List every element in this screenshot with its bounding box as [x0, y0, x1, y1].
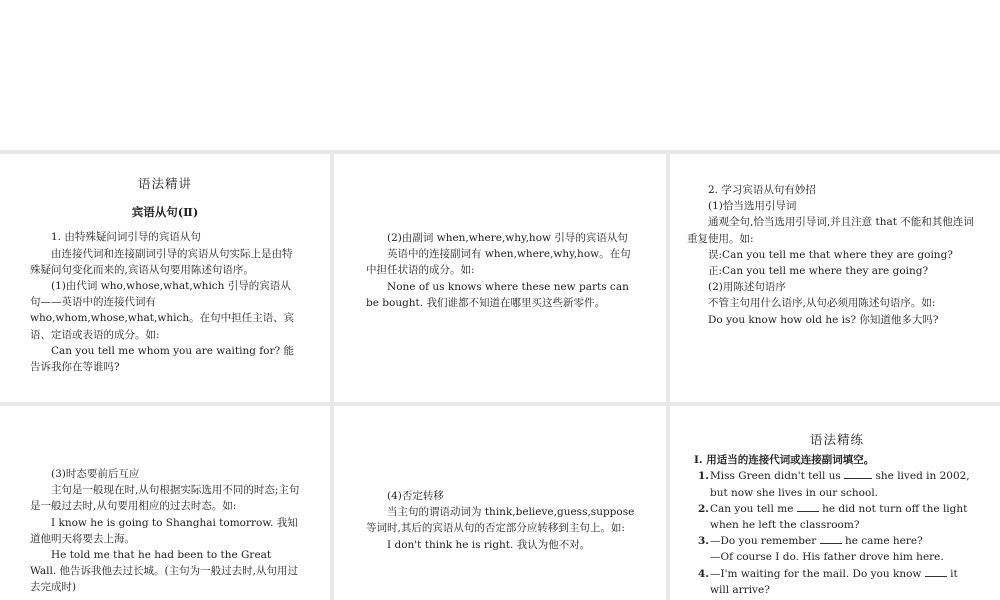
sub-heading: (4)否定转移: [387, 490, 444, 502]
paragraph: 主句是一般现在时,从句根据实际选用不同的时态;主句是一般过去时,从句要用相应的过去时态。如:: [30, 484, 300, 513]
example-sentence: He told me that he had been to the Great Wall. 他告诉我他去过长城。(主句为一般过去时,从句用过去完成时): [30, 549, 298, 594]
slide-grammar-explanation-1[interactable]: [0, 154, 330, 402]
slide-grammar-explanation-4[interactable]: [0, 406, 330, 600]
point-heading: 2. 学习宾语从句有妙招: [708, 184, 816, 196]
question-number: 4.: [698, 567, 709, 580]
sub-heading: (1)恰当选用引导词: [708, 200, 797, 213]
sub-heading: (2)由副词 when,where,why,how 引导的宾语从句: [387, 232, 628, 244]
paragraph: 英语中的连接副词有 when,where,why,how。在句中担任状语的成分。如:: [366, 248, 631, 277]
answer-blank[interactable]: [925, 566, 947, 577]
slide-grammar-explanation-3[interactable]: [670, 154, 1000, 402]
example-sentence: Do you know how old he is? 你知道他多大吗?: [708, 313, 939, 326]
question-text: —I'm waiting for the mail. Do you know: [710, 567, 922, 580]
question-4: [698, 566, 976, 598]
example-sentence: I don't think he is right. 我认为他不对。: [387, 538, 591, 551]
question-text: she lived in 2002, but now she lives in our school.: [710, 470, 970, 499]
sub-heading: (2)用陈述句语序: [708, 281, 786, 294]
point-heading: 1. 由特殊疑问词引导的宾语从句: [51, 231, 201, 244]
question-number: 2.: [698, 502, 709, 515]
question-text: he came here?: [844, 535, 923, 548]
paragraph: 当主句的谓语动词为 think,believe,guess,suppose 等词时,其后的宾语从句的否定部分应转移到主句上。如:: [366, 506, 635, 535]
question-number: 1.: [698, 470, 709, 483]
section-title: 语法精讲: [137, 176, 192, 191]
lesson-subtitle: 宾语从句(Ⅱ): [131, 205, 199, 220]
correct-example: 正:Can you tell me where they are going?: [708, 265, 929, 278]
example-sentence: I know he is going to Shanghai tomorrow. 我知道他明天将要去上海。: [30, 516, 298, 545]
example-sentence: None of us knows where these new parts can be bought. 我们谁都不知道在哪里买这些新零件。: [366, 280, 629, 309]
wrong-example: 误:Can you tell me that where they are going?: [708, 248, 953, 261]
paragraph: 由连接代词和连接副词引导的宾语从句实际上是由特殊疑问句变化而来的,宾语从句要用陈述句语序。: [30, 247, 293, 276]
question-1: [698, 468, 976, 500]
question-text: Miss Green didn't tell us: [710, 470, 841, 483]
answer-blank[interactable]: [820, 533, 842, 544]
answer-blank[interactable]: [797, 501, 819, 512]
exercise-instruction: Ⅰ. 用适当的连接代词或连接副词填空。: [694, 454, 875, 467]
question-2: [698, 501, 976, 533]
sub-heading: (3)时态要前后互应: [51, 468, 140, 480]
question-3: [698, 533, 976, 565]
question-number: 3.: [698, 535, 709, 548]
question-text: it will arrive?: [710, 567, 958, 596]
top-blank-area: [0, 0, 1000, 150]
paragraph: 通观全句,恰当选用引导词,并且注意 that 不能和其他连词重复使用。如:: [687, 216, 974, 245]
paragraph: (1)由代词 who,whose,what,which 引导的宾语从句——英语中的连接代词有 who,whom,whose,what,which。在句中担任主语、宾语、定语或表语的成分。如:: [30, 280, 295, 341]
example-sentence: Can you tell me whom you are waiting for? 能告诉我你在等谁吗?: [30, 344, 294, 374]
paragraph: 不管主句用什么语序,从句必须用陈述句语序。如:: [708, 297, 936, 310]
dialogue-reply: —Of course I do. His father drove him here.: [710, 551, 944, 564]
slide-grammar-explanation-5[interactable]: [334, 406, 666, 600]
question-text: Can you tell me: [710, 502, 794, 515]
section-title: 语法精练: [809, 432, 864, 447]
question-text: —Do you remember: [710, 535, 817, 548]
slide-grammar-practice[interactable]: [670, 406, 1000, 600]
question-text: he did not turn off the light when he left the classroom?: [710, 502, 968, 532]
slide-grammar-explanation-2[interactable]: [334, 154, 666, 402]
answer-blank[interactable]: [844, 468, 872, 479]
